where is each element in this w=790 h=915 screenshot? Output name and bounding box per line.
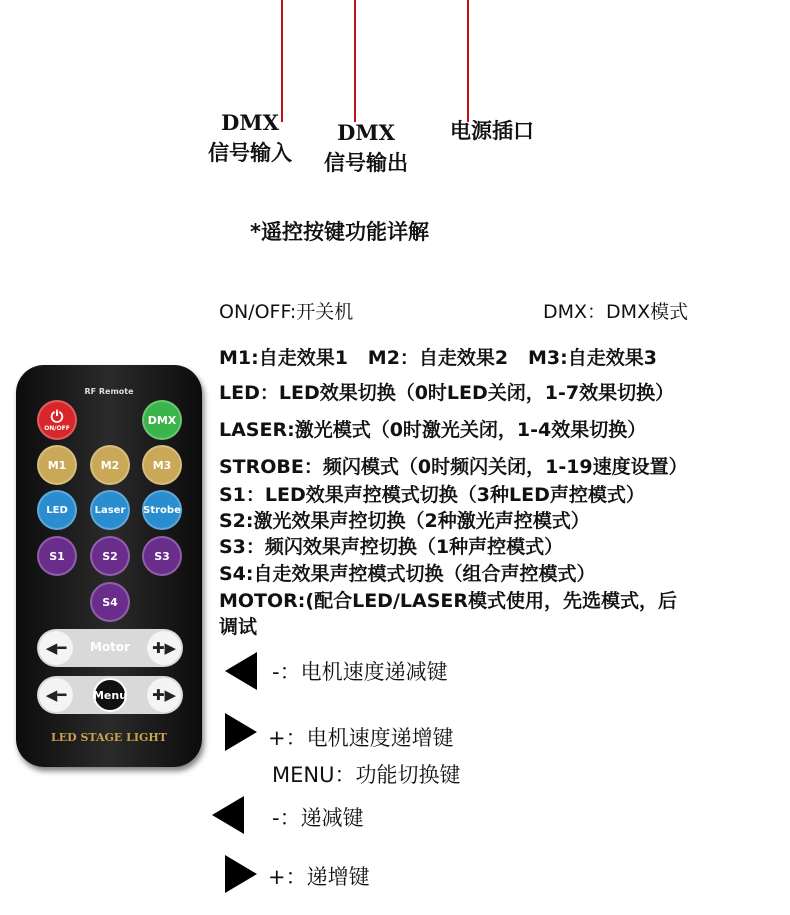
dmx-out-cable	[354, 0, 356, 122]
dmx-button[interactable]: DMX	[142, 400, 182, 440]
led-desc: LED：LED效果切换（0时LED关闭，1-7效果切换）	[219, 382, 675, 404]
motor-minus-desc: -：电机速度递减键	[272, 660, 448, 684]
s4-desc: S4:自走效果声控模式切换（组合声控模式）	[219, 563, 596, 585]
power-cable	[467, 0, 469, 122]
power-button[interactable]: ⏻ ON/OFF	[37, 400, 77, 440]
laser-button[interactable]: Laser	[90, 490, 130, 530]
dmx-input-label: DMX 信号输入	[208, 110, 292, 165]
s3-desc: S3：频闪效果声控切换（1种声控模式）	[219, 536, 564, 558]
dmx-desc: DMX：DMX模式	[543, 301, 689, 323]
remote-brand: RF Remote	[84, 387, 134, 396]
s1-desc: S1：LED效果声控模式切换（3种LED声控模式）	[219, 484, 645, 506]
motor-minus-button[interactable]: ◀━	[39, 631, 73, 665]
section-title: *遥控按键功能详解	[250, 220, 429, 244]
laser-desc: LASER:激光模式（0时激光关闭，1-4效果切换）	[219, 419, 647, 441]
power-socket-label: 电源插口	[450, 118, 534, 143]
motor-plus-desc: +：电机速度递增键	[268, 726, 454, 750]
dmx-in-cable	[281, 0, 283, 122]
onoff-desc: ON/OFF:开关机	[219, 301, 354, 323]
m2-button[interactable]: M2	[90, 445, 130, 485]
menu-bar	[37, 676, 183, 714]
strobe-button[interactable]: Strobe	[142, 490, 182, 530]
s2-desc: S2:激光效果声控切换（2种激光声控模式）	[219, 510, 590, 532]
menu-button[interactable]: Menu	[93, 678, 127, 712]
arrow-right-icon	[225, 713, 257, 751]
remote-control	[16, 365, 202, 767]
power-icon: ⏻	[50, 406, 64, 426]
m3-button[interactable]: M3	[142, 445, 182, 485]
m1-button[interactable]: M1	[37, 445, 77, 485]
motor-label: Motor	[89, 640, 131, 654]
strobe-desc: STROBE：频闪模式（0时频闪关闭，1-19速度设置）	[219, 456, 688, 478]
arrow-left-icon	[225, 652, 257, 690]
minus-button[interactable]: ◀━	[39, 678, 73, 712]
s3-button[interactable]: S3	[142, 536, 182, 576]
menu-desc: MENU：功能切换键	[272, 763, 461, 787]
s4-button[interactable]: S4	[90, 582, 130, 622]
motor-bar	[37, 629, 183, 667]
plus-button[interactable]: ✚▶	[147, 678, 181, 712]
arrow-left-icon	[212, 796, 244, 834]
arrow-right-icon	[225, 855, 257, 893]
m-desc: M1:自走效果1 M2：自走效果2 M3:自走效果3	[219, 347, 657, 369]
remote-footer-label: LED STAGE LIGHT	[50, 731, 167, 744]
dmx-output-label: DMX 信号输出	[324, 120, 408, 175]
led-button[interactable]: LED	[37, 490, 77, 530]
s2-button[interactable]: S2	[90, 536, 130, 576]
minus-desc: -：递减键	[272, 806, 364, 830]
s1-button[interactable]: S1	[37, 536, 77, 576]
motor-desc-line1: MOTOR:(配合LED/LASER模式使用，先选模式，后	[219, 590, 677, 612]
plus-desc: +：递增键	[268, 865, 370, 889]
motor-plus-button[interactable]: ✚▶	[147, 631, 181, 665]
motor-desc-line2: 调试	[219, 616, 258, 638]
